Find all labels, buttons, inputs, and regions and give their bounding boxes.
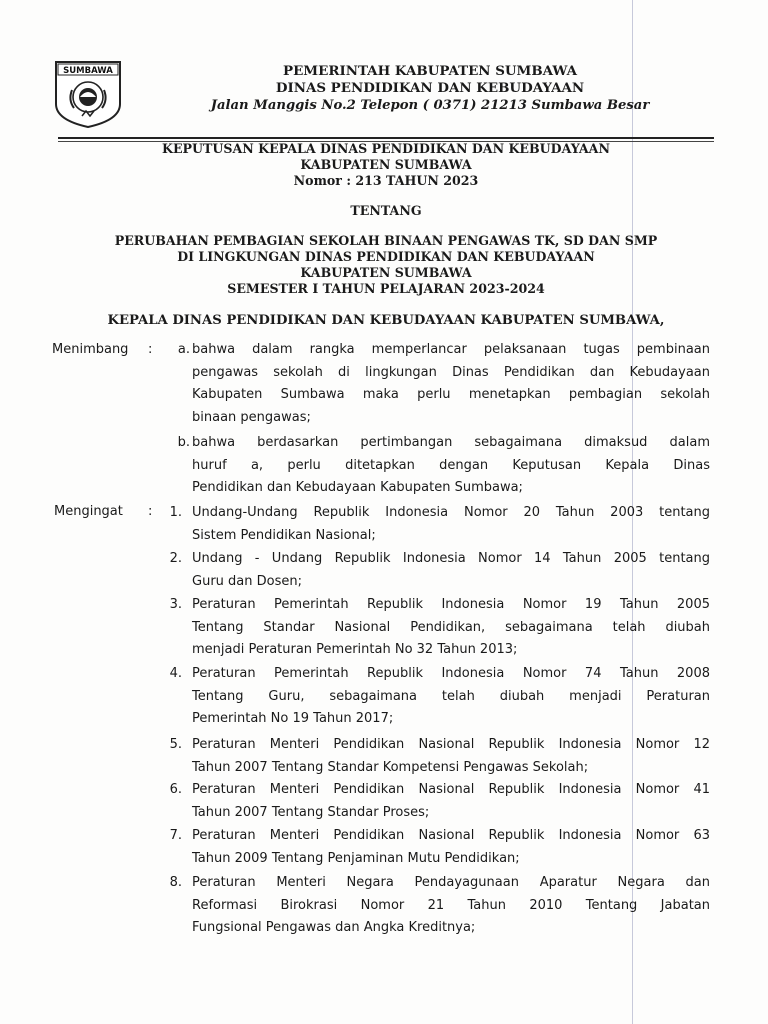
text-line: menjadi Peraturan Pemerintah No 32 Tahun 2013;	[192, 642, 518, 657]
menimbang-item-a	[192, 339, 710, 429]
text-line: Pendidikan dan Kebudayaan Kabupaten Sumbawa;	[192, 480, 523, 495]
address-line: Jalan Manggis No.2 Telepon ( 0371) 21213 Sumbawa Besar	[210, 98, 650, 113]
menimbang-colon: :	[148, 342, 153, 357]
mengingat-marker-8: 8.	[169, 875, 182, 890]
mengingat-item-1	[192, 502, 710, 547]
tentang-heading: TENTANG	[350, 203, 422, 218]
mengingat-item-8	[192, 872, 710, 940]
subject-line3: KABUPATEN SUMBAWA	[300, 265, 472, 280]
text-line: Peraturan Menteri Pendidikan Nasional Republik Indonesia Nomor 63	[192, 828, 710, 843]
text-line: Peraturan Menteri Pendidikan Nasional Republik Indonesia Nomor 41	[192, 782, 710, 797]
text-line: bahwa dalam rangka memperlancar pelaksanaan tugas pembinaan	[192, 342, 710, 357]
decree-number: Nomor : 213 TAHUN 2023	[293, 173, 479, 188]
menimbang-item-b	[192, 432, 710, 500]
text-line: Tentang Standar Nasional Pendidikan, sebagaimana telah diubah	[192, 619, 710, 635]
text-line: Kabupaten Sumbawa maka perlu menetapkan pembagian sekolah	[192, 387, 710, 402]
letterhead	[185, 63, 675, 115]
text-line: pengawas sekolah di lingkungan Dinas Pendidikan dan Kebudayaan	[192, 364, 710, 380]
text-line: Pemerintah No 19 Tahun 2017;	[192, 711, 394, 726]
mengingat-item-7	[192, 825, 710, 870]
text-line: huruf a, perlu ditetapkan dengan Keputusan Kepala Dinas	[192, 457, 710, 473]
letterhead-rule-thick	[58, 137, 714, 139]
text-line: Tahun 2007 Tentang Standar Kompetensi Pengawas Sekolah;	[192, 759, 589, 775]
official-heading: KEPALA DINAS PENDIDIKAN DAN KEBUDAYAAN KABUPATEN SUMBAWA,	[107, 313, 665, 328]
mengingat-item-5	[192, 734, 710, 779]
decree-title-line2: KABUPATEN SUMBAWA	[300, 157, 472, 172]
text-line: Undang-Undang Republik Indonesia Nomor 20 Tahun 2003 tentang	[192, 505, 710, 520]
menimbang-marker-a: a.	[177, 342, 190, 357]
mengingat-item-3	[192, 594, 710, 662]
subject-line4: SEMESTER I TAHUN PELAJARAN 2023-2024	[227, 281, 545, 296]
mengingat-item-2	[192, 548, 710, 593]
mengingat-marker-2: 2.	[169, 551, 182, 566]
sumbawa-crest-logo	[54, 60, 122, 128]
mengingat-colon: :	[148, 504, 153, 519]
text-line: Guru dan Dosen;	[192, 573, 302, 589]
mengingat-item-6	[192, 779, 710, 824]
text-line: Peraturan Pemerintah Republik Indonesia Nomor 74 Tahun 2008	[192, 666, 710, 681]
department-name: DINAS PENDIDIKAN DAN KEBUDAYAAN	[275, 80, 585, 96]
mengingat-marker-4: 4.	[169, 666, 182, 681]
subject-line1: PERUBAHAN PEMBAGIAN SEKOLAH BINAAN PENGAWAS TK, SD DAN SMP	[114, 233, 658, 248]
decree-title-line1: KEPUTUSAN KEPALA DINAS PENDIDIKAN DAN KEBUDAYAAN	[162, 141, 610, 156]
text-line: Tahun 2007 Tentang Standar Proses;	[192, 804, 430, 820]
mengingat-label: Mengingat	[54, 504, 123, 519]
menimbang-marker-b: b.	[177, 435, 190, 450]
text-line: Tahun 2009 Tentang Penjaminan Mutu Pendidikan;	[192, 850, 520, 866]
text-line: Reformasi Birokrasi Nomor 21 Tahun 2010 Tentang Jabatan	[192, 897, 710, 913]
subject-line2: DI LINGKUNGAN DINAS PENDIDIKAN DAN KEBUDAYAAN	[177, 249, 595, 264]
mengingat-marker-6: 6.	[169, 782, 182, 797]
text-line: Peraturan Menteri Pendidikan Nasional Republik Indonesia Nomor 12	[192, 737, 710, 752]
menimbang-label: Menimbang	[52, 342, 129, 357]
text-line: Sistem Pendidikan Nasional;	[192, 527, 376, 543]
logo-text: SUMBAWA	[63, 66, 113, 76]
text-line: Tentang Guru, sebagaimana telah diubah menjadi Peraturan	[192, 688, 710, 704]
mengingat-marker-3: 3.	[169, 597, 182, 612]
mengingat-marker-7: 7.	[169, 828, 182, 843]
text-line: Peraturan Pemerintah Republik Indonesia Nomor 19 Tahun 2005	[192, 597, 710, 612]
mengingat-marker-1: 1.	[169, 505, 182, 520]
mengingat-marker-5: 5.	[169, 737, 182, 752]
text-line: Undang - Undang Republik Indonesia Nomor 14 Tahun 2005 tentang	[192, 551, 710, 566]
government-name: PEMERINTAH KABUPATEN SUMBAWA	[283, 63, 577, 79]
text-line: bahwa berdasarkan pertimbangan sebagaimana dimaksud dalam	[192, 435, 710, 450]
text-line: Peraturan Menteri Negara Pendayagunaan Aparatur Negara dan	[192, 875, 710, 890]
text-line: binaan pengawas;	[192, 409, 311, 425]
text-line: Fungsional Pengawas dan Angka Kreditnya;	[192, 920, 476, 935]
mengingat-item-4	[192, 663, 710, 731]
